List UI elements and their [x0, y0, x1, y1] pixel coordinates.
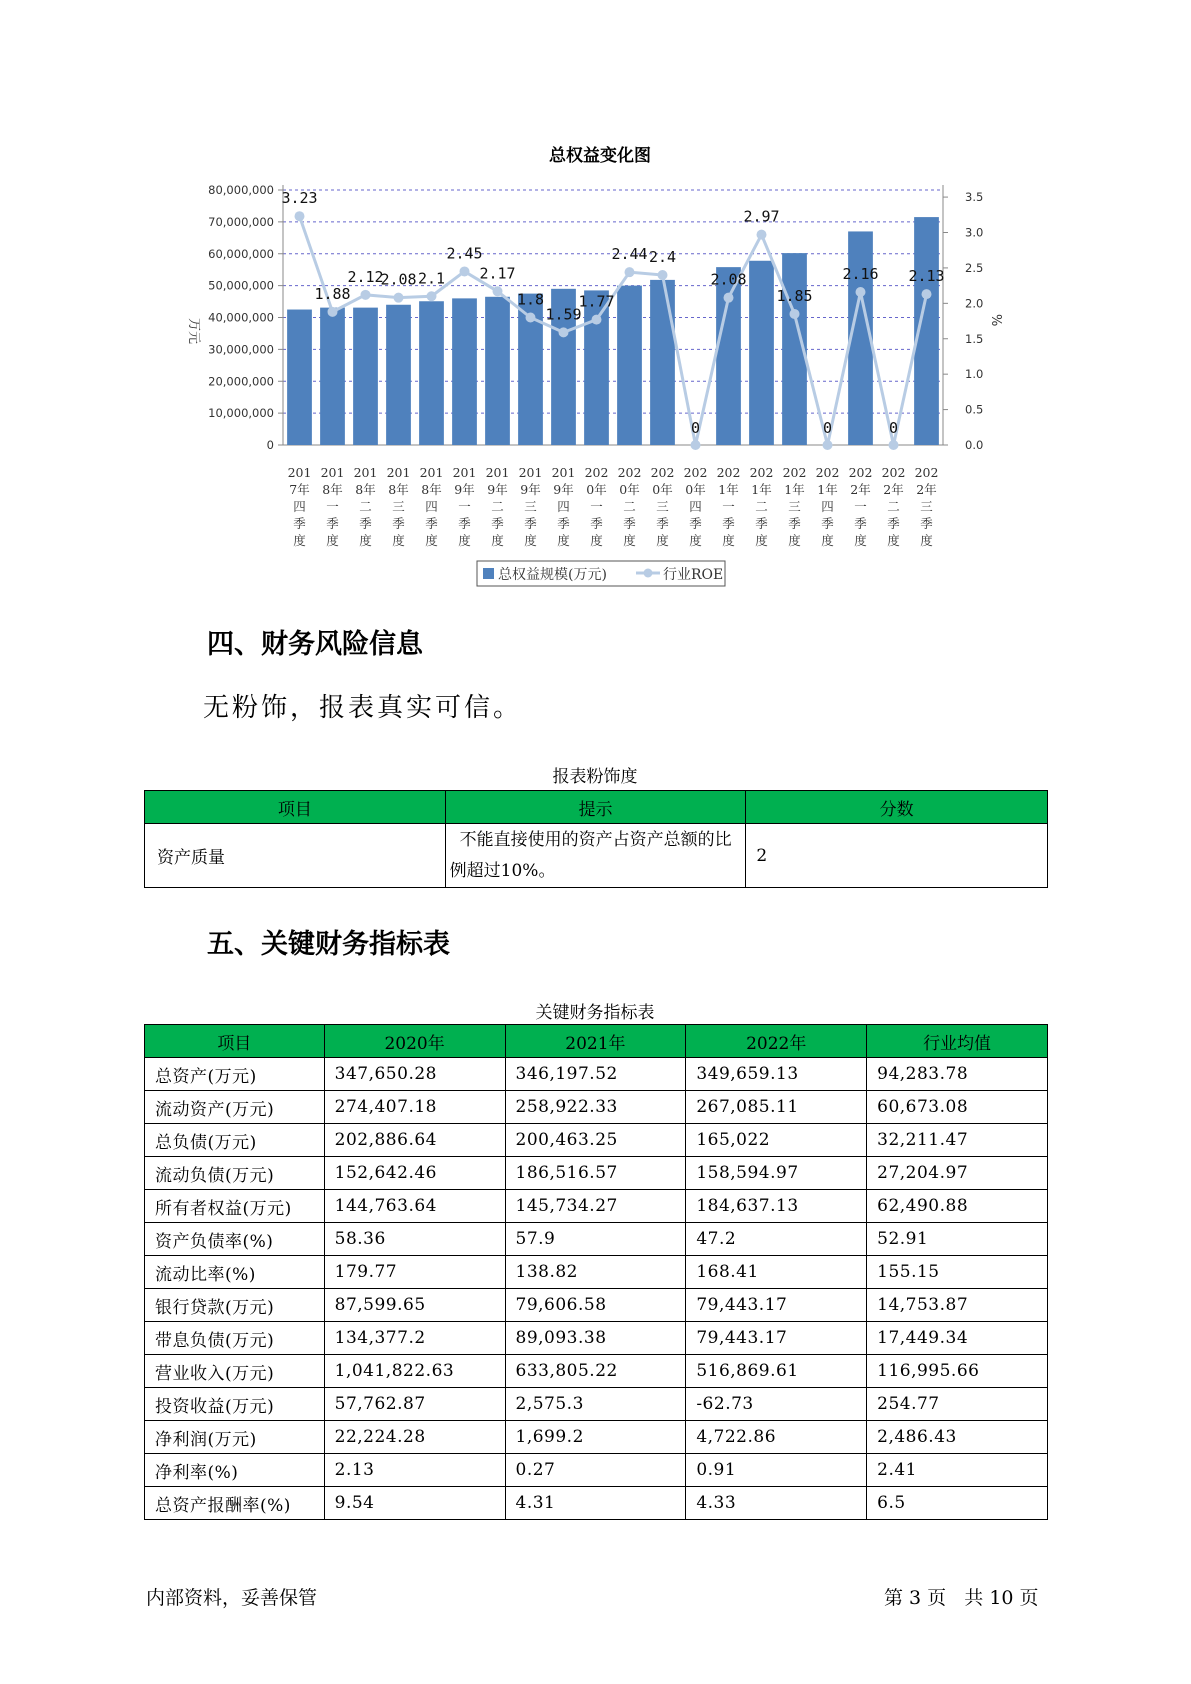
- x-axis-tick-label: 二: [887, 499, 900, 514]
- kpi-2021: 79,606.58: [505, 1289, 686, 1322]
- table-row: [145, 1124, 1048, 1157]
- kpi-2020: 179.77: [324, 1256, 505, 1289]
- x-axis-tick-label: 度: [359, 533, 372, 548]
- roe-data-label: 1.77: [578, 292, 615, 311]
- x-axis-tick-label: 季: [425, 516, 438, 531]
- x-axis-tick-label: 季: [590, 516, 603, 531]
- x-axis-tick-label: 8年: [355, 482, 376, 497]
- x-axis-tick-label: 三: [524, 499, 537, 514]
- x-axis-tick-label: 0年: [619, 482, 640, 497]
- table-row: [145, 1322, 1048, 1355]
- fraud-table-caption: 报表粉饰度: [552, 767, 638, 787]
- roe-data-label: 2.17: [479, 264, 516, 283]
- kpi-industry-avg: 94,283.78: [867, 1058, 1048, 1091]
- x-axis-tick-label: 0年: [586, 482, 607, 497]
- table-row: [145, 1157, 1048, 1190]
- risk-section-heading: 四、财务风险信息: [207, 629, 423, 660]
- kpi-item: 总资产(万元): [145, 1058, 325, 1091]
- x-axis-tick-label: 季: [623, 516, 636, 531]
- bar: [749, 261, 774, 445]
- x-axis-tick-label: 9年: [553, 482, 574, 497]
- right-axis-tick-label: 2.0: [965, 296, 984, 311]
- x-axis-tick-label: 9年: [487, 482, 508, 497]
- legend-line-label: 行业ROE: [663, 567, 724, 583]
- x-axis-tick-label: 度: [920, 533, 933, 548]
- x-axis-tick-label: 8年: [421, 482, 442, 497]
- x-axis-tick-label: 202: [914, 465, 939, 480]
- footer-page-number: 第 3 页 共 10 页: [884, 1587, 1039, 1609]
- kpi-2020: 202,886.64: [324, 1124, 505, 1157]
- kpi-item: 净利润(万元): [145, 1421, 325, 1454]
- header-item: 项目: [145, 791, 446, 824]
- kpi-2020: 152,642.46: [324, 1157, 505, 1190]
- bar: [650, 280, 675, 445]
- x-axis-tick-label: 202: [848, 465, 873, 480]
- roe-point: [361, 290, 371, 300]
- fraud-hint-text: 不能直接使用的资产占资产总额的比例超过10%。: [449, 829, 732, 881]
- kpi-industry-avg: 254.77: [867, 1388, 1048, 1421]
- kpi-item: 营业收入(万元): [145, 1355, 325, 1388]
- kpi-industry-avg: 52.91: [867, 1223, 1048, 1256]
- kpi-2022: 4.33: [686, 1487, 867, 1520]
- table-row: [145, 1058, 1048, 1091]
- x-axis-tick-label: 1年: [817, 482, 838, 497]
- right-axis-label: %: [988, 314, 1003, 327]
- kpi-2021: 57.9: [505, 1223, 686, 1256]
- roe-point: [427, 291, 437, 301]
- x-axis-tick-label: 季: [491, 516, 504, 531]
- fraud-table: [144, 790, 1048, 888]
- header-item: 项目: [145, 1025, 325, 1058]
- table-row: [145, 1454, 1048, 1487]
- left-axis-tick-label: 20,000,000: [208, 374, 274, 389]
- fraud-hint: [445, 824, 746, 888]
- kpi-2021: 145,734.27: [505, 1190, 686, 1223]
- x-axis-tick-label: 0年: [652, 482, 673, 497]
- x-axis-tick-label: 8年: [388, 482, 409, 497]
- x-axis-tick-label: 一: [854, 499, 867, 514]
- kpi-industry-avg: 116,995.66: [867, 1355, 1048, 1388]
- kpi-industry-avg: 60,673.08: [867, 1091, 1048, 1124]
- bar: [320, 308, 345, 445]
- roe-point: [724, 293, 734, 303]
- kpi-2022: 79,443.17: [686, 1289, 867, 1322]
- kpi-2022: 47.2: [686, 1223, 867, 1256]
- x-axis-tick-label: 季: [854, 516, 867, 531]
- kpi-industry-avg: 17,449.34: [867, 1322, 1048, 1355]
- x-axis-tick-label: 2年: [883, 482, 904, 497]
- x-axis-tick-label: 四: [821, 499, 834, 514]
- roe-data-label: 2.44: [611, 245, 648, 264]
- roe-data-label: 2.1: [417, 269, 446, 288]
- kpi-industry-avg: 14,753.87: [867, 1289, 1048, 1322]
- table-row: [145, 1289, 1048, 1322]
- risk-section-text: 无粉饰，报表真实可信。: [203, 693, 523, 723]
- x-axis-tick-label: 7年: [289, 482, 310, 497]
- roe-point: [559, 327, 569, 337]
- x-axis-tick-label: 四: [557, 499, 570, 514]
- x-axis-tick-label: 度: [854, 533, 867, 548]
- roe-data-label: 2.16: [842, 265, 879, 283]
- x-axis-tick-label: 度: [755, 533, 768, 548]
- kpi-industry-avg: 62,490.88: [867, 1190, 1048, 1223]
- kpi-2022: 0.91: [686, 1454, 867, 1487]
- x-axis-tick-label: 度: [392, 533, 405, 548]
- kpi-item: 银行贷款(万元): [145, 1289, 325, 1322]
- kpi-2021: 200,463.25: [505, 1124, 686, 1157]
- x-axis-tick-label: 一: [458, 499, 471, 514]
- x-axis-tick-label: 201: [353, 465, 378, 480]
- x-axis-tick-label: 2年: [916, 482, 937, 497]
- x-axis-tick-label: 201: [485, 465, 510, 480]
- x-axis-tick-label: 度: [689, 533, 702, 548]
- kpi-2022: 4,722.86: [686, 1421, 867, 1454]
- footer-confidential: 内部资料，妥善保管: [146, 1587, 318, 1609]
- x-axis-tick-label: 202: [584, 465, 609, 480]
- bar: [353, 308, 378, 445]
- x-axis-tick-label: 四: [425, 499, 438, 514]
- x-axis-tick-label: 季: [689, 516, 702, 531]
- x-axis-tick-label: 201: [386, 465, 411, 480]
- roe-data-label: 3.23: [281, 189, 318, 208]
- kpi-2021: 89,093.38: [505, 1322, 686, 1355]
- kpi-2022: 158,594.97: [686, 1157, 867, 1190]
- bar: [617, 286, 642, 445]
- x-axis-tick-label: 201: [287, 465, 312, 480]
- kpi-item: 总资产报酬率(%): [145, 1487, 325, 1520]
- header-2020: 2020年: [324, 1025, 505, 1058]
- kpi-industry-avg: 2.41: [867, 1454, 1048, 1487]
- x-axis-tick-label: 季: [359, 516, 372, 531]
- left-axis-tick-label: 50,000,000: [208, 278, 274, 293]
- x-axis-tick-label: 季: [755, 516, 768, 531]
- table-header-row: [145, 1025, 1048, 1058]
- roe-data-label: 2.08: [380, 270, 417, 289]
- x-axis-tick-label: 三: [788, 499, 801, 514]
- kpi-2022: 516,869.61: [686, 1355, 867, 1388]
- kpi-2022: -62.73: [686, 1388, 867, 1421]
- roe-data-label: 1.8: [516, 290, 545, 309]
- kpi-2022: 267,085.11: [686, 1091, 867, 1124]
- left-axis-tick-label: 0: [266, 438, 274, 452]
- kpi-table-caption: 关键财务指标表: [535, 1003, 655, 1023]
- right-axis-tick-label: 1.0: [965, 367, 984, 382]
- chart-title: 总权益变化图: [549, 146, 651, 166]
- kpi-2020: 22,224.28: [324, 1421, 505, 1454]
- roe-point: [394, 293, 404, 303]
- x-axis-tick-label: 季: [821, 516, 834, 531]
- x-axis-tick-label: 三: [656, 499, 669, 514]
- roe-point: [757, 230, 767, 240]
- x-axis-tick-label: 201: [518, 465, 543, 480]
- x-axis-tick-label: 度: [293, 533, 306, 548]
- fraud-item: 资产质量: [145, 824, 446, 888]
- kpi-2020: 9.54: [324, 1487, 505, 1520]
- roe-data-label: 0: [822, 419, 833, 437]
- x-axis-tick-label: 202: [650, 465, 675, 480]
- x-axis-tick-label: 季: [656, 516, 669, 531]
- x-axis-tick-label: 1年: [751, 482, 772, 497]
- kpi-2022: 349,659.13: [686, 1058, 867, 1091]
- x-axis-tick-label: 度: [887, 533, 900, 548]
- left-axis-tick-label: 60,000,000: [208, 246, 274, 261]
- roe-data-label: 2.08: [710, 270, 747, 289]
- legend-line-marker: [644, 569, 653, 578]
- left-axis-tick-label: 70,000,000: [208, 214, 274, 229]
- table-row: [145, 1421, 1048, 1454]
- x-axis-tick-label: 1年: [718, 482, 739, 497]
- left-axis-label: 万元: [186, 318, 201, 345]
- roe-data-label: 2.45: [446, 244, 483, 263]
- x-axis-tick-label: 季: [722, 516, 735, 531]
- kpi-2020: 57,762.87: [324, 1388, 505, 1421]
- kpi-2021: 138.82: [505, 1256, 686, 1289]
- header-score: 分数: [746, 791, 1048, 824]
- kpi-item: 投资收益(万元): [145, 1388, 325, 1421]
- x-axis-tick-label: 度: [788, 533, 801, 548]
- roe-point: [658, 270, 668, 280]
- x-axis-tick-label: 201: [320, 465, 345, 480]
- kpi-2020: 2.13: [324, 1454, 505, 1487]
- x-axis-tick-label: 201: [452, 465, 477, 480]
- x-axis-tick-label: 二: [359, 499, 372, 514]
- kpi-industry-avg: 6.5: [867, 1487, 1048, 1520]
- kpi-2021: 2,575.3: [505, 1388, 686, 1421]
- x-axis-tick-label: 度: [491, 533, 504, 548]
- kpi-item: 所有者权益(万元): [145, 1190, 325, 1223]
- right-axis-tick-label: 1.5: [965, 331, 984, 346]
- x-axis-tick-label: 202: [716, 465, 741, 480]
- roe-data-label: 2.97: [743, 207, 780, 226]
- header-2022: 2022年: [686, 1025, 867, 1058]
- x-axis-tick-label: 8年: [322, 482, 343, 497]
- header-hint: 提示: [445, 791, 746, 824]
- roe-point: [328, 307, 338, 317]
- bar: [485, 297, 510, 445]
- roe-point: [625, 267, 635, 277]
- kpi-2020: 1,041,822.63: [324, 1355, 505, 1388]
- fraud-score: 2: [746, 824, 1048, 888]
- kpi-2020: 274,407.18: [324, 1091, 505, 1124]
- x-axis-tick-label: 202: [815, 465, 840, 480]
- kpi-2021: 633,805.22: [505, 1355, 686, 1388]
- left-axis-tick-label: 40,000,000: [208, 310, 274, 325]
- roe-data-label: 0: [888, 419, 899, 437]
- x-axis-tick-label: 季: [887, 516, 900, 531]
- table-row: [145, 1388, 1048, 1421]
- right-axis-tick-label: 3.0: [965, 225, 984, 240]
- right-axis-tick-label: 3.5: [965, 190, 984, 205]
- kpi-2020: 134,377.2: [324, 1322, 505, 1355]
- kpi-section-heading: 五、关键财务指标表: [207, 929, 450, 960]
- x-axis-tick-label: 季: [920, 516, 933, 531]
- legend-bar-swatch: [483, 568, 494, 579]
- roe-point: [922, 289, 932, 299]
- kpi-2021: 0.27: [505, 1454, 686, 1487]
- roe-point: [295, 211, 305, 221]
- kpi-2022: 184,637.13: [686, 1190, 867, 1223]
- x-axis-tick-label: 二: [623, 499, 636, 514]
- x-axis-tick-label: 度: [623, 533, 636, 548]
- bar: [452, 298, 477, 445]
- x-axis-tick-label: 三: [920, 499, 933, 514]
- table-row: [145, 824, 1048, 888]
- x-axis-tick-label: 度: [458, 533, 471, 548]
- x-axis-tick-label: 季: [788, 516, 801, 531]
- x-axis-tick-label: 1年: [784, 482, 805, 497]
- x-axis-tick-label: 度: [557, 533, 570, 548]
- roe-point: [823, 440, 833, 450]
- x-axis-tick-label: 度: [524, 533, 537, 548]
- roe-point: [790, 309, 800, 319]
- left-axis-tick-label: 30,000,000: [208, 342, 274, 357]
- roe-data-label: 1.85: [776, 286, 813, 305]
- table-row: [145, 1190, 1048, 1223]
- right-axis-tick-label: 2.5: [965, 260, 984, 275]
- x-axis-tick-label: 季: [326, 516, 339, 531]
- x-axis-tick-label: 二: [755, 499, 768, 514]
- x-axis-tick-label: 202: [683, 465, 708, 480]
- table-row: [145, 1355, 1048, 1388]
- roe-point: [460, 266, 470, 276]
- kpi-2022: 79,443.17: [686, 1322, 867, 1355]
- kpi-table: [144, 1024, 1048, 1520]
- kpi-2020: 58.36: [324, 1223, 505, 1256]
- kpi-industry-avg: 2,486.43: [867, 1421, 1048, 1454]
- roe-data-label: 2.13: [908, 267, 945, 286]
- bar: [287, 310, 312, 445]
- x-axis-tick-label: 0年: [685, 482, 706, 497]
- kpi-2020: 144,763.64: [324, 1190, 505, 1223]
- roe-data-label: 1.59: [545, 305, 582, 324]
- bar: [584, 290, 609, 445]
- kpi-2020: 347,650.28: [324, 1058, 505, 1091]
- right-axis-tick-label: 0.5: [965, 402, 984, 417]
- x-axis-tick-label: 度: [821, 533, 834, 548]
- kpi-item: 资产负债率(%): [145, 1223, 325, 1256]
- roe-point: [856, 287, 866, 297]
- kpi-2021: 1,699.2: [505, 1421, 686, 1454]
- right-axis-tick-label: 0.0: [965, 438, 984, 452]
- x-axis-tick-label: 202: [881, 465, 906, 480]
- x-axis-tick-label: 度: [590, 533, 603, 548]
- kpi-2022: 168.41: [686, 1256, 867, 1289]
- x-axis-tick-label: 201: [551, 465, 576, 480]
- x-axis-tick-label: 2年: [850, 482, 871, 497]
- x-axis-tick-label: 度: [656, 533, 669, 548]
- x-axis-tick-label: 一: [722, 499, 735, 514]
- x-axis-tick-label: 季: [557, 516, 570, 531]
- kpi-2021: 4.31: [505, 1487, 686, 1520]
- roe-point: [526, 313, 536, 323]
- kpi-industry-avg: 155.15: [867, 1256, 1048, 1289]
- kpi-item: 流动负债(万元): [145, 1157, 325, 1190]
- kpi-industry-avg: 27,204.97: [867, 1157, 1048, 1190]
- kpi-item: 净利率(%): [145, 1454, 325, 1487]
- header-2021: 2021年: [505, 1025, 686, 1058]
- x-axis-tick-label: 季: [458, 516, 471, 531]
- x-axis-tick-label: 季: [524, 516, 537, 531]
- kpi-item: 带息负债(万元): [145, 1322, 325, 1355]
- x-axis-tick-label: 202: [749, 465, 774, 480]
- roe-point: [592, 315, 602, 325]
- x-axis-tick-label: 9年: [454, 482, 475, 497]
- roe-data-label: 0: [690, 419, 701, 437]
- bar: [419, 301, 444, 445]
- x-axis-tick-label: 四: [293, 499, 306, 514]
- x-axis-tick-label: 度: [326, 533, 339, 548]
- x-axis-tick-label: 三: [392, 499, 405, 514]
- kpi-item: 总负债(万元): [145, 1124, 325, 1157]
- x-axis-tick-label: 季: [392, 516, 405, 531]
- roe-point: [691, 440, 701, 450]
- kpi-item: 流动比率(%): [145, 1256, 325, 1289]
- legend-bar-label: 总权益规模(万元): [498, 567, 607, 583]
- x-axis-tick-label: 度: [425, 533, 438, 548]
- table-row: [145, 1091, 1048, 1124]
- table-row: [145, 1487, 1048, 1520]
- table-row: [145, 1256, 1048, 1289]
- left-axis-tick-label: 80,000,000: [208, 183, 274, 197]
- kpi-2022: 165,022: [686, 1124, 867, 1157]
- x-axis-tick-label: 一: [590, 499, 603, 514]
- header-industry-avg: 行业均值: [867, 1025, 1048, 1058]
- equity-chart: [0, 0, 1191, 600]
- kpi-2021: 346,197.52: [505, 1058, 686, 1091]
- x-axis-tick-label: 201: [419, 465, 444, 480]
- left-axis-tick-label: 10,000,000: [208, 406, 274, 421]
- x-axis-tick-label: 二: [491, 499, 504, 514]
- kpi-2021: 186,516.57: [505, 1157, 686, 1190]
- roe-point: [889, 440, 899, 450]
- kpi-2021: 258,922.33: [505, 1091, 686, 1124]
- roe-point: [493, 286, 503, 296]
- x-axis-tick-label: 一: [326, 499, 339, 514]
- x-axis-tick-label: 9年: [520, 482, 541, 497]
- x-axis-tick-label: 度: [722, 533, 735, 548]
- x-axis-tick-label: 202: [782, 465, 807, 480]
- table-row: [145, 1223, 1048, 1256]
- roe-data-label: 2.12: [347, 267, 384, 286]
- roe-data-label: 1.88: [314, 284, 351, 303]
- roe-data-label: 2.4: [648, 248, 677, 266]
- table-header-row: [145, 791, 1048, 824]
- x-axis-tick-label: 季: [293, 516, 306, 531]
- kpi-2020: 87,599.65: [324, 1289, 505, 1322]
- x-axis-tick-label: 202: [617, 465, 642, 480]
- kpi-industry-avg: 32,211.47: [867, 1124, 1048, 1157]
- bar: [386, 305, 411, 445]
- kpi-item: 流动资产(万元): [145, 1091, 325, 1124]
- x-axis-tick-label: 四: [689, 499, 702, 514]
